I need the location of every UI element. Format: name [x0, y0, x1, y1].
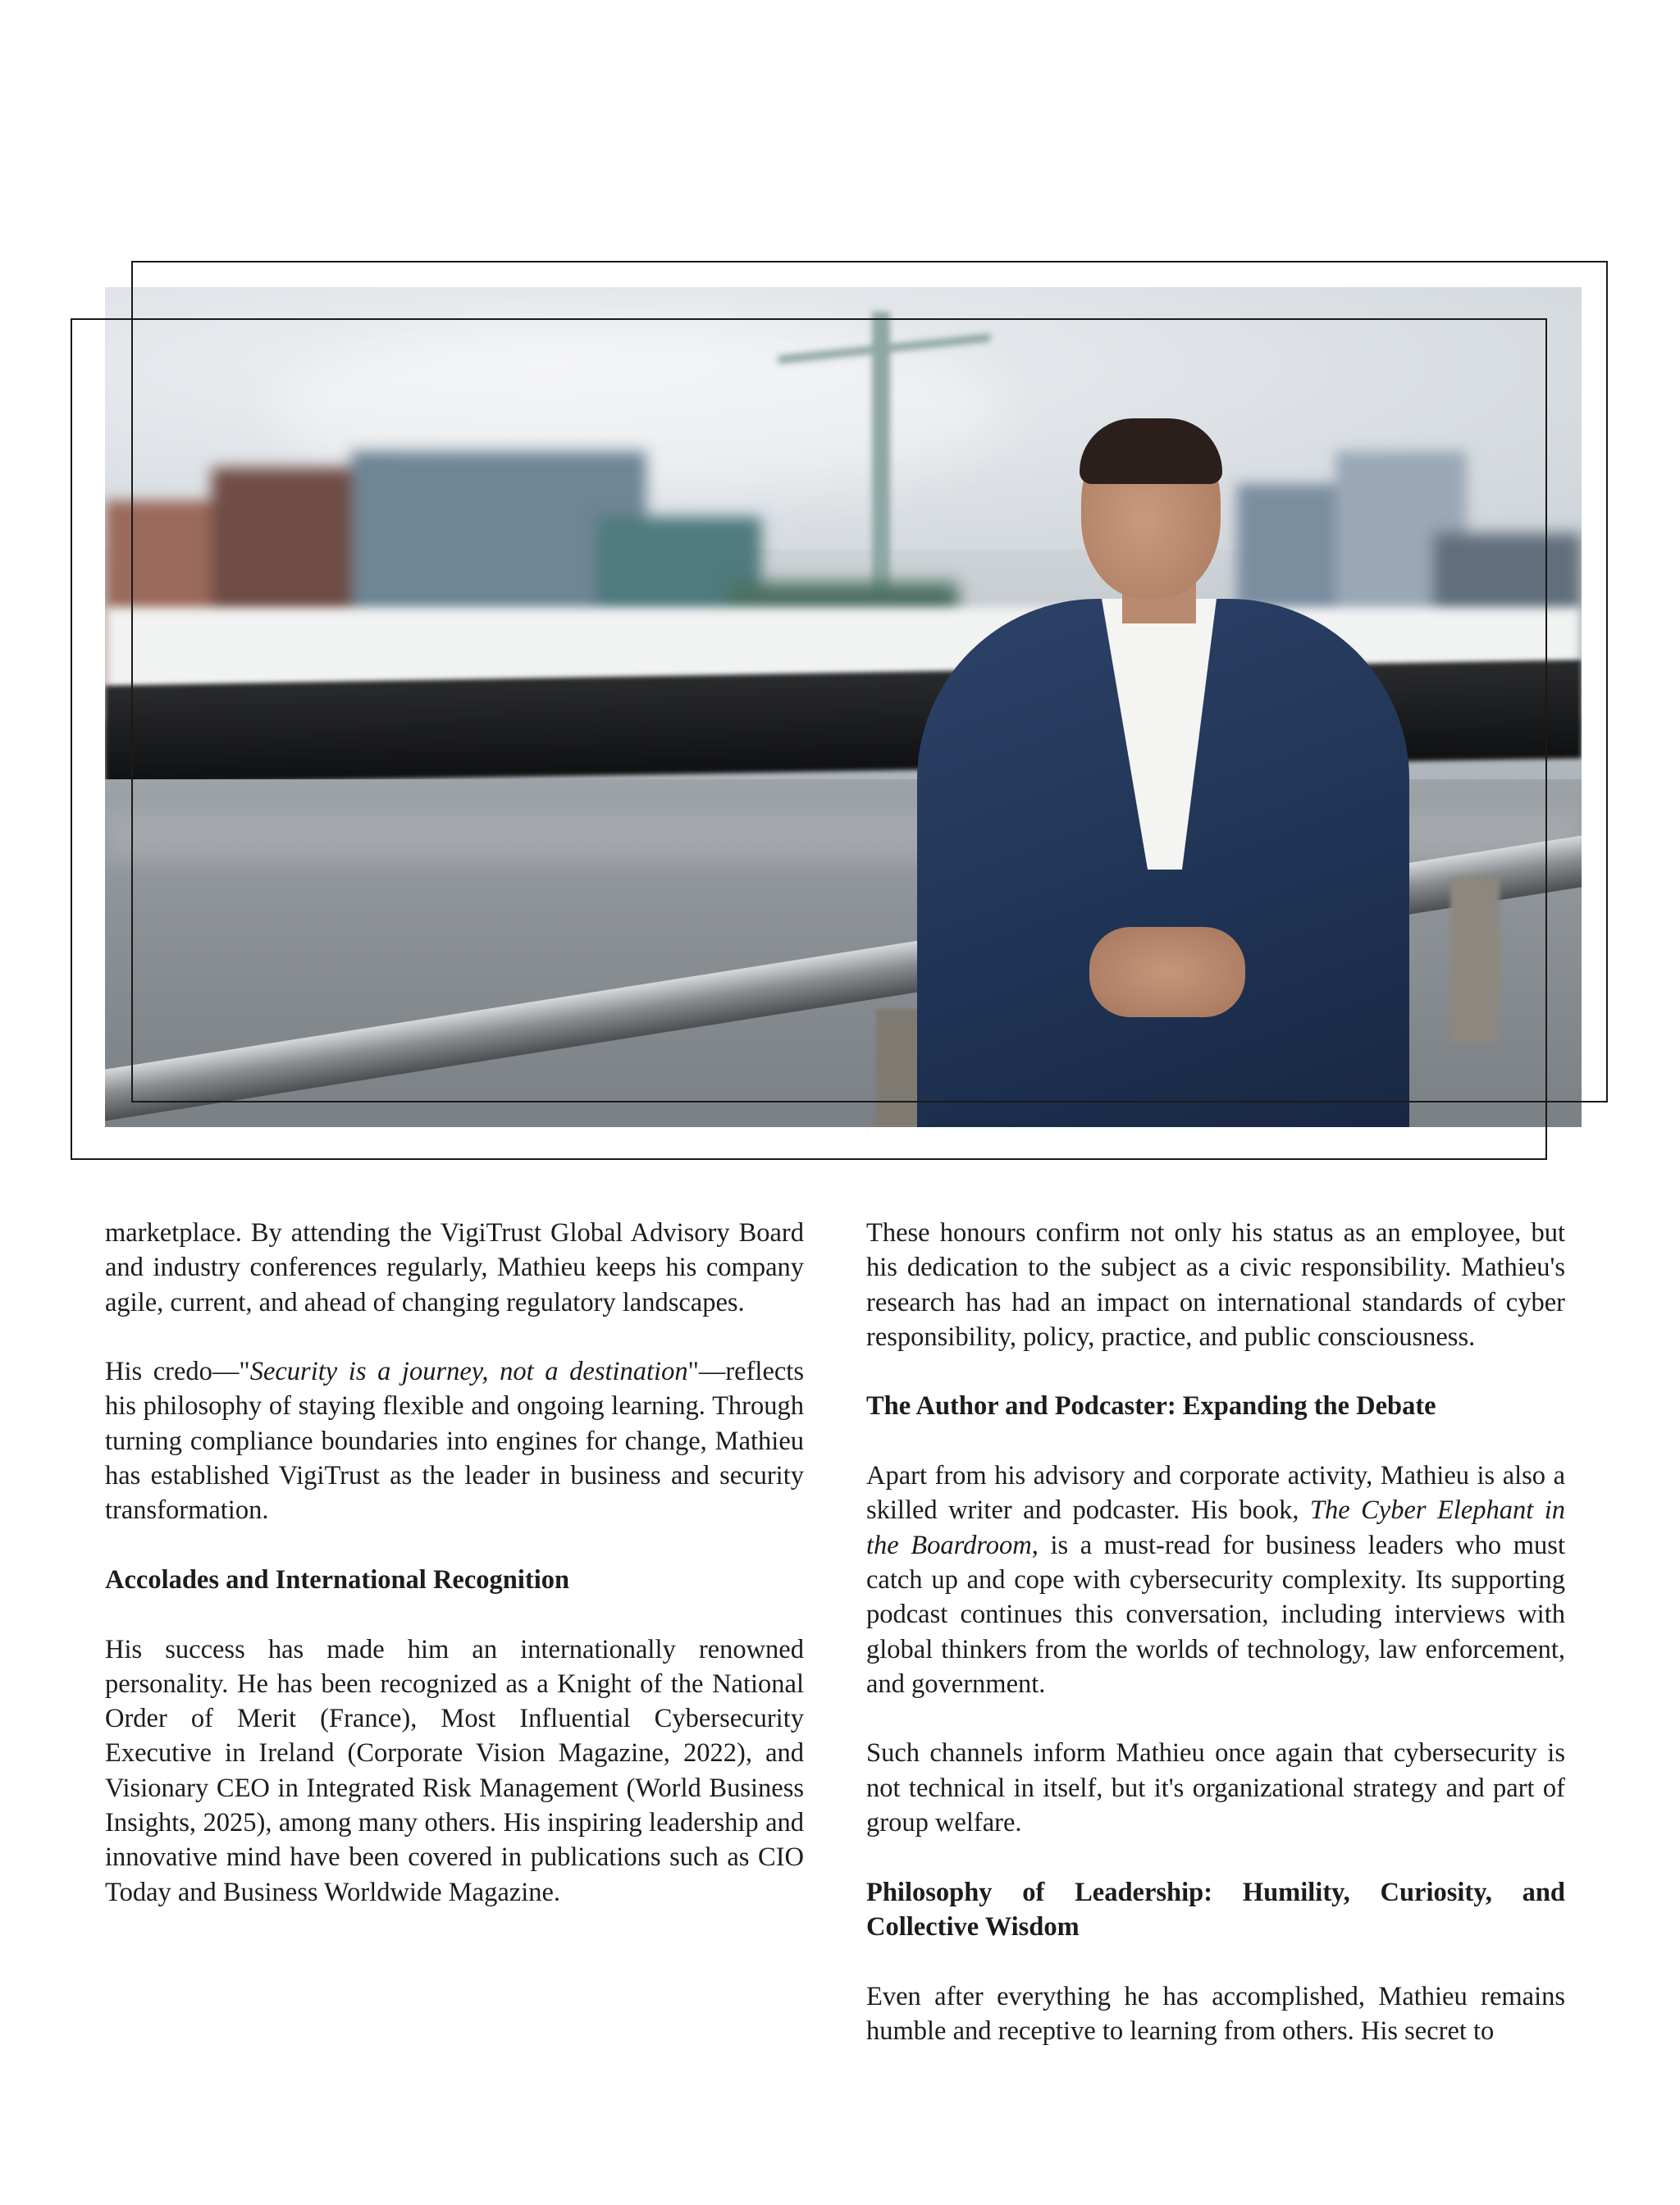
- left-paragraph-3: His success has made him an internationally renowned personality. He has been recognized as a Knight of the National Order of Merit (France), Most Influential Cybersecurity Executive in Ireland (Corporate Vision Magazine, 2022), and Visionary CEO in Integrated Risk Management (World Business Insights, 2025), among many others. His inspiring leadership and innovative mind have been covered in publications such as CIO Today and Business Worldwide Magazine.: [105, 1634, 804, 1907]
- right-column: [866, 1216, 1565, 2048]
- left-column: [105, 1216, 804, 1910]
- left-paragraph-2: [105, 1354, 804, 1527]
- heading-author-podcaster: The Author and Podcaster: Expanding the Debate: [866, 1391, 1436, 1422]
- right-paragraph-2: [866, 1459, 1565, 1701]
- book-title: The Cyber Elephant in the Boardroom: [866, 1495, 1565, 1560]
- right-paragraph-4: Even after everything he has accomplished, Mathieu remains humble and receptive to learning from others. His secret to: [866, 1981, 1565, 2046]
- right-paragraph-3: Such channels inform Mathieu once again that cybersecurity is not technical in itself, but it's organizational strategy and part of group welfare.: [866, 1738, 1565, 1838]
- right-paragraph-1: These honours confirm not only his status as an employee, but his dedication to the subject as a civic responsibility. Mathieu's research has had an impact on international standards of cyber responsibility, policy, practice, and public consciousness.: [866, 1218, 1565, 1352]
- credo-rest: "—reflects his philosophy of staying flexible and ongoing learning. Through turning compliance boundaries into engines for change, Mathieu has established VigiTrust as the leader in business and security transformation.: [105, 1357, 804, 1526]
- heading-accolades: Accolades and International Recognition: [105, 1564, 570, 1595]
- heading-philosophy: Philosophy of Leadership: Humility, Curiosity, and Collective Wisdom: [866, 1877, 1565, 1942]
- credo-quote: Security is a journey, not a destination: [249, 1357, 688, 1387]
- hands: [1089, 927, 1245, 1017]
- book-rest: , is a must-read for business leaders who must catch up and cope with cybersecurity complexity. Its supporting podcast continues this conversation, including interviews with global thinkers from the worlds of technology, law enforcement, and government.: [866, 1530, 1565, 1699]
- book-intro: Apart from his advisory and corporate activity, Mathieu is also a skilled writer and podcaster. His book,: [866, 1461, 1565, 1526]
- left-paragraph-1: marketplace. By attending the VigiTrust Global Advisory Board and industry conferences regularly, Mathieu keeps his company agile, current, and ahead of changing regulatory landscapes.: [105, 1218, 804, 1317]
- credo-intro: His credo—": [105, 1357, 250, 1387]
- hero-photo: [105, 287, 1582, 1127]
